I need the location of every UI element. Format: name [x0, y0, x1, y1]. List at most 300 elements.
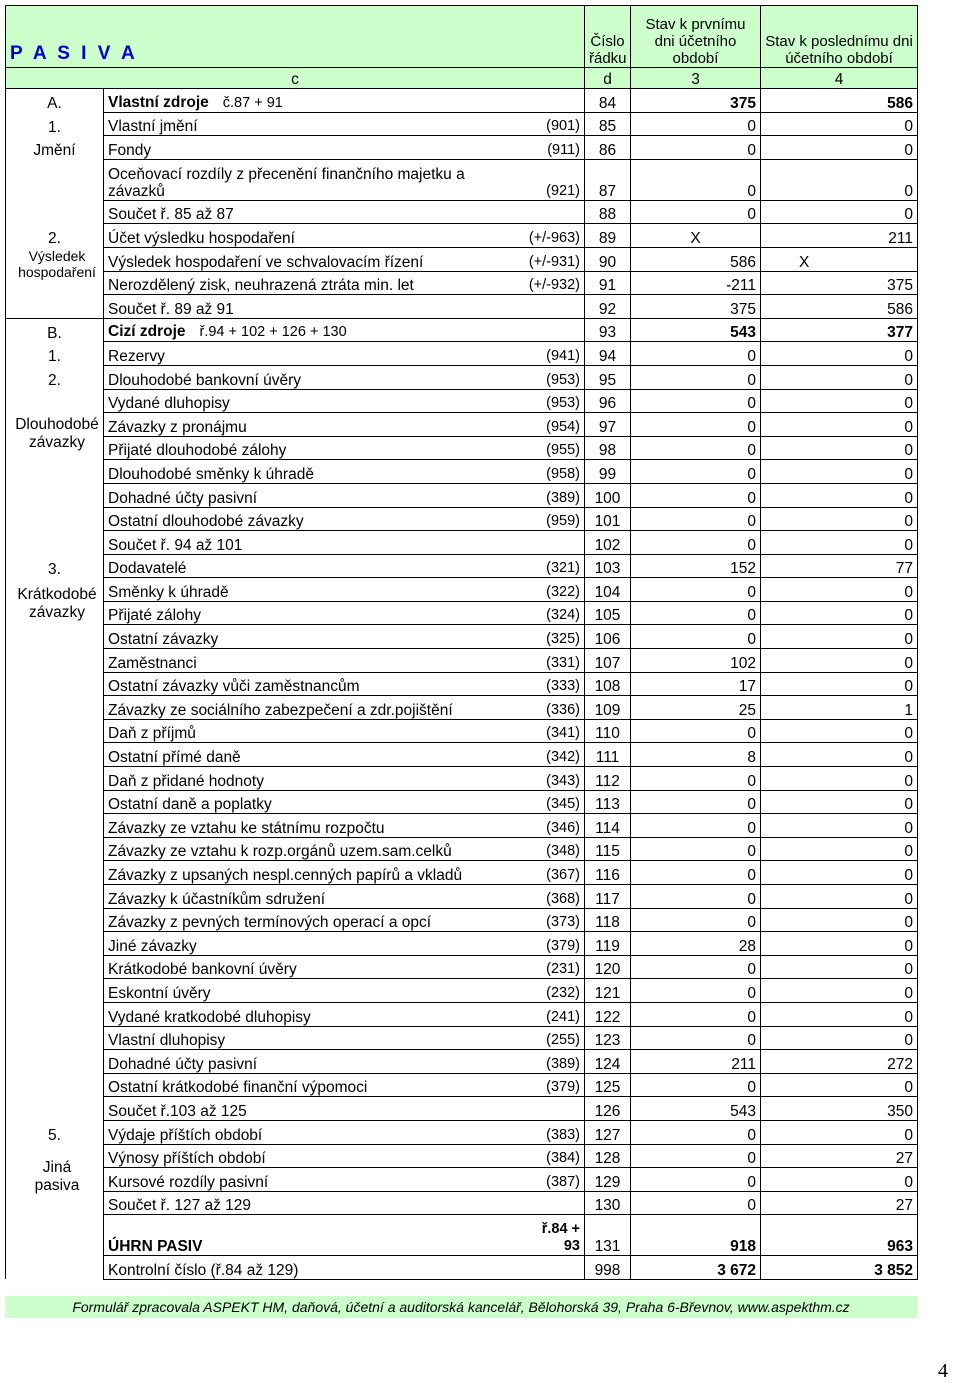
row-number: 118	[585, 908, 631, 932]
value-last-day: 0	[761, 932, 918, 956]
account-code	[525, 318, 585, 342]
row-label	[104, 649, 525, 673]
value-first-day: 586	[631, 247, 761, 271]
account-code	[525, 295, 585, 319]
row-name: Přijaté dlouhodobé zálohy	[108, 442, 287, 460]
header-row	[6, 6, 918, 68]
row-number: 98	[585, 436, 631, 460]
table-row	[6, 578, 918, 602]
value-first-day: 918	[631, 1215, 761, 1256]
row-name: Součet ř. 127 až 129	[108, 1197, 252, 1215]
account-code: (322)	[525, 578, 585, 602]
group-vysledek: Výsledek hospodaření	[18, 248, 96, 280]
row-number: 94	[585, 342, 631, 366]
value-first-day: 0	[631, 200, 761, 224]
value-last-day: 0	[761, 112, 918, 136]
row-label	[104, 932, 525, 956]
account-code: (346)	[525, 814, 585, 838]
value-last-day: 0	[761, 814, 918, 838]
value-last-day: 0	[761, 136, 918, 160]
row-label	[104, 365, 525, 389]
row-number: 92	[585, 295, 631, 319]
account-code: (379)	[525, 1073, 585, 1097]
row-label	[104, 1073, 525, 1097]
value-last-day: 0	[761, 790, 918, 814]
row-number: 90	[585, 247, 631, 271]
table-row	[6, 955, 918, 979]
account-code: (373)	[525, 908, 585, 932]
value-first-day: 0	[631, 1073, 761, 1097]
table-row	[6, 767, 918, 791]
table-row	[6, 601, 918, 625]
group-label: A.	[6, 89, 104, 113]
row-name: Závazky ze vztahu k rozp.orgánů uzem.sam.celků	[108, 843, 452, 861]
account-code: (367)	[525, 861, 585, 885]
row-number: 97	[585, 413, 631, 437]
table-row	[6, 1191, 918, 1215]
value-first-day: 0	[631, 719, 761, 743]
row-label	[104, 861, 525, 885]
account-code: (387)	[525, 1168, 585, 1192]
table-row	[6, 1120, 918, 1144]
account-code: (959)	[525, 507, 585, 531]
account-code: (231)	[525, 955, 585, 979]
row-number: 107	[585, 649, 631, 673]
account-code: ř.84 + 93	[525, 1215, 585, 1256]
row-label	[104, 342, 525, 366]
table-row	[6, 365, 918, 389]
account-code: (348)	[525, 837, 585, 861]
value-last-day: 272	[761, 1050, 918, 1074]
value-first-day: 0	[631, 814, 761, 838]
value-last-day: 0	[761, 649, 918, 673]
row-name: Vlastní jmění	[108, 118, 198, 136]
row-name: Vydané dluhopisy	[108, 395, 230, 413]
value-last-day: 0	[761, 955, 918, 979]
value-first-day: 375	[631, 295, 761, 319]
table-row	[6, 413, 918, 437]
row-label	[104, 460, 525, 484]
row-label	[104, 885, 525, 909]
table-row	[6, 1073, 918, 1097]
table-row	[6, 460, 918, 484]
row-name: Závazky ze vztahu ke státnímu rozpočtu	[108, 819, 385, 837]
account-code: (911)	[525, 136, 585, 160]
value-last-day: 0	[761, 483, 918, 507]
table-row	[6, 885, 918, 909]
account-code: (921)	[525, 159, 585, 200]
row-label	[104, 1050, 525, 1074]
value-first-day: 0	[631, 507, 761, 531]
row-label	[104, 318, 525, 342]
value-first-day: 102	[631, 649, 761, 673]
row-name: Ostatní závazky	[108, 631, 219, 649]
row-label	[104, 507, 525, 531]
value-first-day: 0	[631, 625, 761, 649]
page-number: 4	[938, 1360, 948, 1382]
row-name: Ostatní krátkodobé finanční výpomoci	[108, 1079, 368, 1097]
row-label	[104, 625, 525, 649]
value-first-day: 0	[631, 578, 761, 602]
row-name: Součet ř. 85 až 87	[108, 206, 234, 224]
value-first-day: 0	[631, 1002, 761, 1026]
account-code	[525, 1256, 585, 1280]
value-last-day: 0	[761, 159, 918, 200]
row-number: 129	[585, 1168, 631, 1192]
row-label	[104, 1191, 525, 1215]
row-name: Eskontní úvěry	[108, 984, 211, 1002]
row-label	[104, 1002, 525, 1026]
group-kratkodobe: Krátkodobé závazky	[17, 586, 97, 621]
account-code: (331)	[525, 649, 585, 673]
row-name: Dohadné účty pasivní	[108, 1055, 258, 1073]
value-last-day: 586	[761, 295, 918, 319]
subheader-4: 4	[761, 68, 918, 89]
row-number: 111	[585, 743, 631, 767]
value-last-day: 0	[761, 1026, 918, 1050]
row-label	[104, 247, 525, 271]
table-row	[6, 908, 918, 932]
value-last-day: 586	[761, 89, 918, 113]
account-code: (324)	[525, 601, 585, 625]
row-number: 127	[585, 1120, 631, 1144]
value-first-day: 0	[631, 112, 761, 136]
row-number: 131	[585, 1215, 631, 1256]
row-label	[104, 112, 525, 136]
value-last-day: 0	[761, 885, 918, 909]
account-code: (383)	[525, 1120, 585, 1144]
row-label	[104, 672, 525, 696]
value-first-day: 0	[631, 483, 761, 507]
table-row	[6, 136, 918, 160]
value-first-day: 8	[631, 743, 761, 767]
value-last-day: 0	[761, 767, 918, 791]
table-row	[6, 1168, 918, 1192]
row-name: Rezervy	[108, 347, 165, 365]
table-row	[6, 1026, 918, 1050]
account-code: (+/-931)	[525, 247, 585, 271]
value-first-day: 0	[631, 413, 761, 437]
table-row	[6, 837, 918, 861]
value-last-day: 0	[761, 1002, 918, 1026]
row-number: 104	[585, 578, 631, 602]
row-name: Ostatní přímé daně	[108, 749, 241, 767]
row-name: Ostatní závazky vůči zaměstnancům	[108, 678, 360, 696]
row-label	[104, 1097, 525, 1121]
value-first-day: 17	[631, 672, 761, 696]
value-first-day: 0	[631, 159, 761, 200]
row-label	[104, 483, 525, 507]
value-first-day: 0	[631, 342, 761, 366]
value-last-day: 0	[761, 979, 918, 1003]
account-code: (953)	[525, 389, 585, 413]
row-name: Kontrolní číslo (ř.84 až 129)	[108, 1261, 299, 1279]
value-first-day: X	[631, 224, 761, 248]
row-name: Závazky k účastníkům sdružení	[108, 890, 326, 908]
account-code: (+/-963)	[525, 224, 585, 248]
table-row	[6, 1002, 918, 1026]
value-last-day: 0	[761, 625, 918, 649]
value-last-day: 77	[761, 554, 918, 578]
account-code: (325)	[525, 625, 585, 649]
value-last-day: 27	[761, 1144, 918, 1168]
account-code: (953)	[525, 365, 585, 389]
subheader-d: d	[585, 68, 631, 89]
value-first-day: 0	[631, 531, 761, 555]
value-first-day: 0	[631, 885, 761, 909]
account-code: (958)	[525, 460, 585, 484]
row-number: 113	[585, 790, 631, 814]
row-label	[104, 159, 525, 200]
row-label	[104, 767, 525, 791]
row-number: 100	[585, 483, 631, 507]
row-label	[104, 979, 525, 1003]
row-label	[104, 1215, 525, 1256]
value-last-day: X	[761, 247, 918, 271]
group-dlouhodobe: Dlouhodobé závazky	[15, 416, 99, 451]
row-name: Účet výsledku hospodaření	[108, 229, 295, 247]
account-code	[525, 200, 585, 224]
row-number: 128	[585, 1144, 631, 1168]
table-row	[6, 247, 918, 271]
row-number: 110	[585, 719, 631, 743]
row-label	[104, 89, 525, 113]
value-first-day: 0	[631, 767, 761, 791]
table-row	[6, 89, 918, 113]
row-name: Kursové rozdíly pasivní	[108, 1173, 269, 1191]
row-label	[104, 200, 525, 224]
row-number: 89	[585, 224, 631, 248]
value-last-day: 0	[761, 460, 918, 484]
row-label	[104, 224, 525, 248]
row-number: 95	[585, 365, 631, 389]
value-last-day: 0	[761, 837, 918, 861]
row-name: Nerozdělený zisk, neuhrazená ztráta min. let	[108, 277, 414, 295]
account-code: (389)	[525, 1050, 585, 1074]
table-row	[6, 507, 918, 531]
row-name: Výnosy příštích období	[108, 1150, 266, 1168]
row-label	[104, 554, 525, 578]
table-row	[6, 1097, 918, 1121]
table-row	[6, 649, 918, 673]
account-code	[525, 89, 585, 113]
row-name: Vydané kratkodobé dluhopisy	[108, 1008, 311, 1026]
row-number: 103	[585, 554, 631, 578]
value-first-day: 28	[631, 932, 761, 956]
row-name: Směnky k úhradě	[108, 583, 229, 601]
row-number: 93	[585, 318, 631, 342]
value-first-day: 0	[631, 955, 761, 979]
value-last-day: 350	[761, 1097, 918, 1121]
row-number: 109	[585, 696, 631, 720]
row-label	[104, 271, 525, 295]
value-first-day: 0	[631, 1026, 761, 1050]
group-label: Jmění	[6, 136, 104, 160]
row-label	[104, 295, 525, 319]
account-code: (345)	[525, 790, 585, 814]
row-number: 998	[585, 1256, 631, 1280]
row-number: 91	[585, 271, 631, 295]
row-label	[104, 578, 525, 602]
value-last-day: 0	[761, 507, 918, 531]
table-row	[6, 979, 918, 1003]
row-formula: ř.94 + 102 + 126 + 130	[199, 324, 347, 341]
page-title: P A S I V A	[10, 43, 138, 64]
table-row	[6, 790, 918, 814]
group-label: 1.	[6, 112, 104, 136]
table-row	[6, 1144, 918, 1168]
row-label	[104, 790, 525, 814]
row-number: 106	[585, 625, 631, 649]
table-row	[6, 861, 918, 885]
account-code: (343)	[525, 767, 585, 791]
row-label	[104, 696, 525, 720]
row-number: 96	[585, 389, 631, 413]
row-number: 84	[585, 89, 631, 113]
subheader-3: 3	[631, 68, 761, 89]
row-name: Dlouhodobé směnky k úhradě	[108, 465, 314, 483]
row-name: Krátkodobé bankovní úvěry	[108, 961, 297, 979]
row-label	[104, 413, 525, 437]
account-code: (+/-932)	[525, 271, 585, 295]
row-label	[104, 719, 525, 743]
value-first-day: 0	[631, 1168, 761, 1192]
value-first-day: 0	[631, 861, 761, 885]
row-number: 124	[585, 1050, 631, 1074]
table-row	[6, 112, 918, 136]
row-formula: č.87 + 91	[222, 94, 283, 111]
group-label: B.	[6, 318, 104, 342]
row-name: Závazky z pevných termínových operací a opcí	[108, 914, 432, 932]
value-first-day: 0	[631, 601, 761, 625]
table-row	[6, 932, 918, 956]
subheader-row	[6, 68, 918, 89]
row-number: 115	[585, 837, 631, 861]
row-number: 105	[585, 601, 631, 625]
table-row	[6, 295, 918, 319]
row-name: Daň z přidané hodnoty	[108, 772, 264, 790]
row-number: 116	[585, 861, 631, 885]
value-last-day: 0	[761, 719, 918, 743]
table-row	[6, 625, 918, 649]
table-row	[6, 743, 918, 767]
value-first-day: 543	[631, 318, 761, 342]
table-row	[6, 224, 918, 248]
group-label: 5.	[6, 1120, 104, 1144]
subheader-c: c	[6, 68, 585, 89]
table-row	[6, 554, 918, 578]
group-jina: Jiná pasiva	[34, 1159, 80, 1194]
row-name: Dohadné účty pasivní	[108, 489, 258, 507]
table-row	[6, 271, 918, 295]
row-name: Zaměstnanci	[108, 654, 197, 672]
value-first-day: 0	[631, 908, 761, 932]
row-number: 119	[585, 932, 631, 956]
value-last-day: 0	[761, 861, 918, 885]
row-label	[104, 601, 525, 625]
table-row	[6, 200, 918, 224]
row-label	[104, 908, 525, 932]
row-number: 112	[585, 767, 631, 791]
account-code: (384)	[525, 1144, 585, 1168]
value-last-day: 0	[761, 1073, 918, 1097]
row-number: 125	[585, 1073, 631, 1097]
value-last-day: 211	[761, 224, 918, 248]
row-name: Oceňovací rozdíly z přecenění finančního majetku a závazků	[108, 165, 465, 200]
account-code: (336)	[525, 696, 585, 720]
value-first-day: 0	[631, 389, 761, 413]
table-row	[6, 159, 918, 200]
row-number: 120	[585, 955, 631, 979]
value-last-day: 0	[761, 389, 918, 413]
value-first-day: 0	[631, 460, 761, 484]
account-code: (955)	[525, 436, 585, 460]
row-number: 123	[585, 1026, 631, 1050]
col-header-first-day: Stav k prvnímu dni účetního období	[631, 6, 761, 68]
value-last-day: 0	[761, 743, 918, 767]
row-name: Závazky z pronájmu	[108, 418, 247, 436]
value-last-day: 0	[761, 413, 918, 437]
row-number: 114	[585, 814, 631, 838]
row-label	[104, 1168, 525, 1192]
account-code: (255)	[525, 1026, 585, 1050]
row-label	[104, 1256, 525, 1280]
table-row	[6, 436, 918, 460]
table-row	[6, 318, 918, 342]
table-row	[6, 672, 918, 696]
col-header-last-day: Stav k poslednímu dni účetního období	[761, 6, 918, 68]
account-code: (241)	[525, 1002, 585, 1026]
table-row	[6, 1256, 918, 1280]
value-first-day: 3 672	[631, 1256, 761, 1280]
table-row	[6, 1050, 918, 1074]
row-name: Fondy	[108, 141, 152, 159]
row-name: Dodavatelé	[108, 560, 187, 578]
account-code: (389)	[525, 483, 585, 507]
row-number: 87	[585, 159, 631, 200]
value-last-day: 0	[761, 436, 918, 460]
value-first-day: 0	[631, 837, 761, 861]
table-row	[6, 696, 918, 720]
account-code: (341)	[525, 719, 585, 743]
table-row	[6, 719, 918, 743]
value-first-day: 0	[631, 1144, 761, 1168]
account-code: (333)	[525, 672, 585, 696]
value-first-day: 0	[631, 979, 761, 1003]
table-row	[6, 814, 918, 838]
row-name: Součet ř. 94 až 101	[108, 536, 243, 554]
value-last-day: 0	[761, 908, 918, 932]
value-first-day: 0	[631, 365, 761, 389]
table-row	[6, 483, 918, 507]
value-last-day: 1	[761, 696, 918, 720]
col-header-row-number: Číslo řádku	[585, 6, 631, 68]
account-code: (379)	[525, 932, 585, 956]
row-name: Vlastní dluhopisy	[108, 1032, 226, 1050]
value-last-day: 375	[761, 271, 918, 295]
value-last-day: 0	[761, 578, 918, 602]
value-last-day: 377	[761, 318, 918, 342]
value-last-day: 3 852	[761, 1256, 918, 1280]
value-last-day: 0	[761, 1120, 918, 1144]
row-number: 108	[585, 672, 631, 696]
account-code: (342)	[525, 743, 585, 767]
table-row	[6, 1215, 918, 1256]
account-code: (941)	[525, 342, 585, 366]
value-first-day: 375	[631, 89, 761, 113]
footer-note: Formulář zpracovala ASPEKT HM, daňová, účetní a auditorská kancelář, Bělohorská 39, Praha 6-Břevnov, www.aspekthm.cz	[5, 1296, 917, 1318]
group-label: 1.	[6, 342, 104, 366]
